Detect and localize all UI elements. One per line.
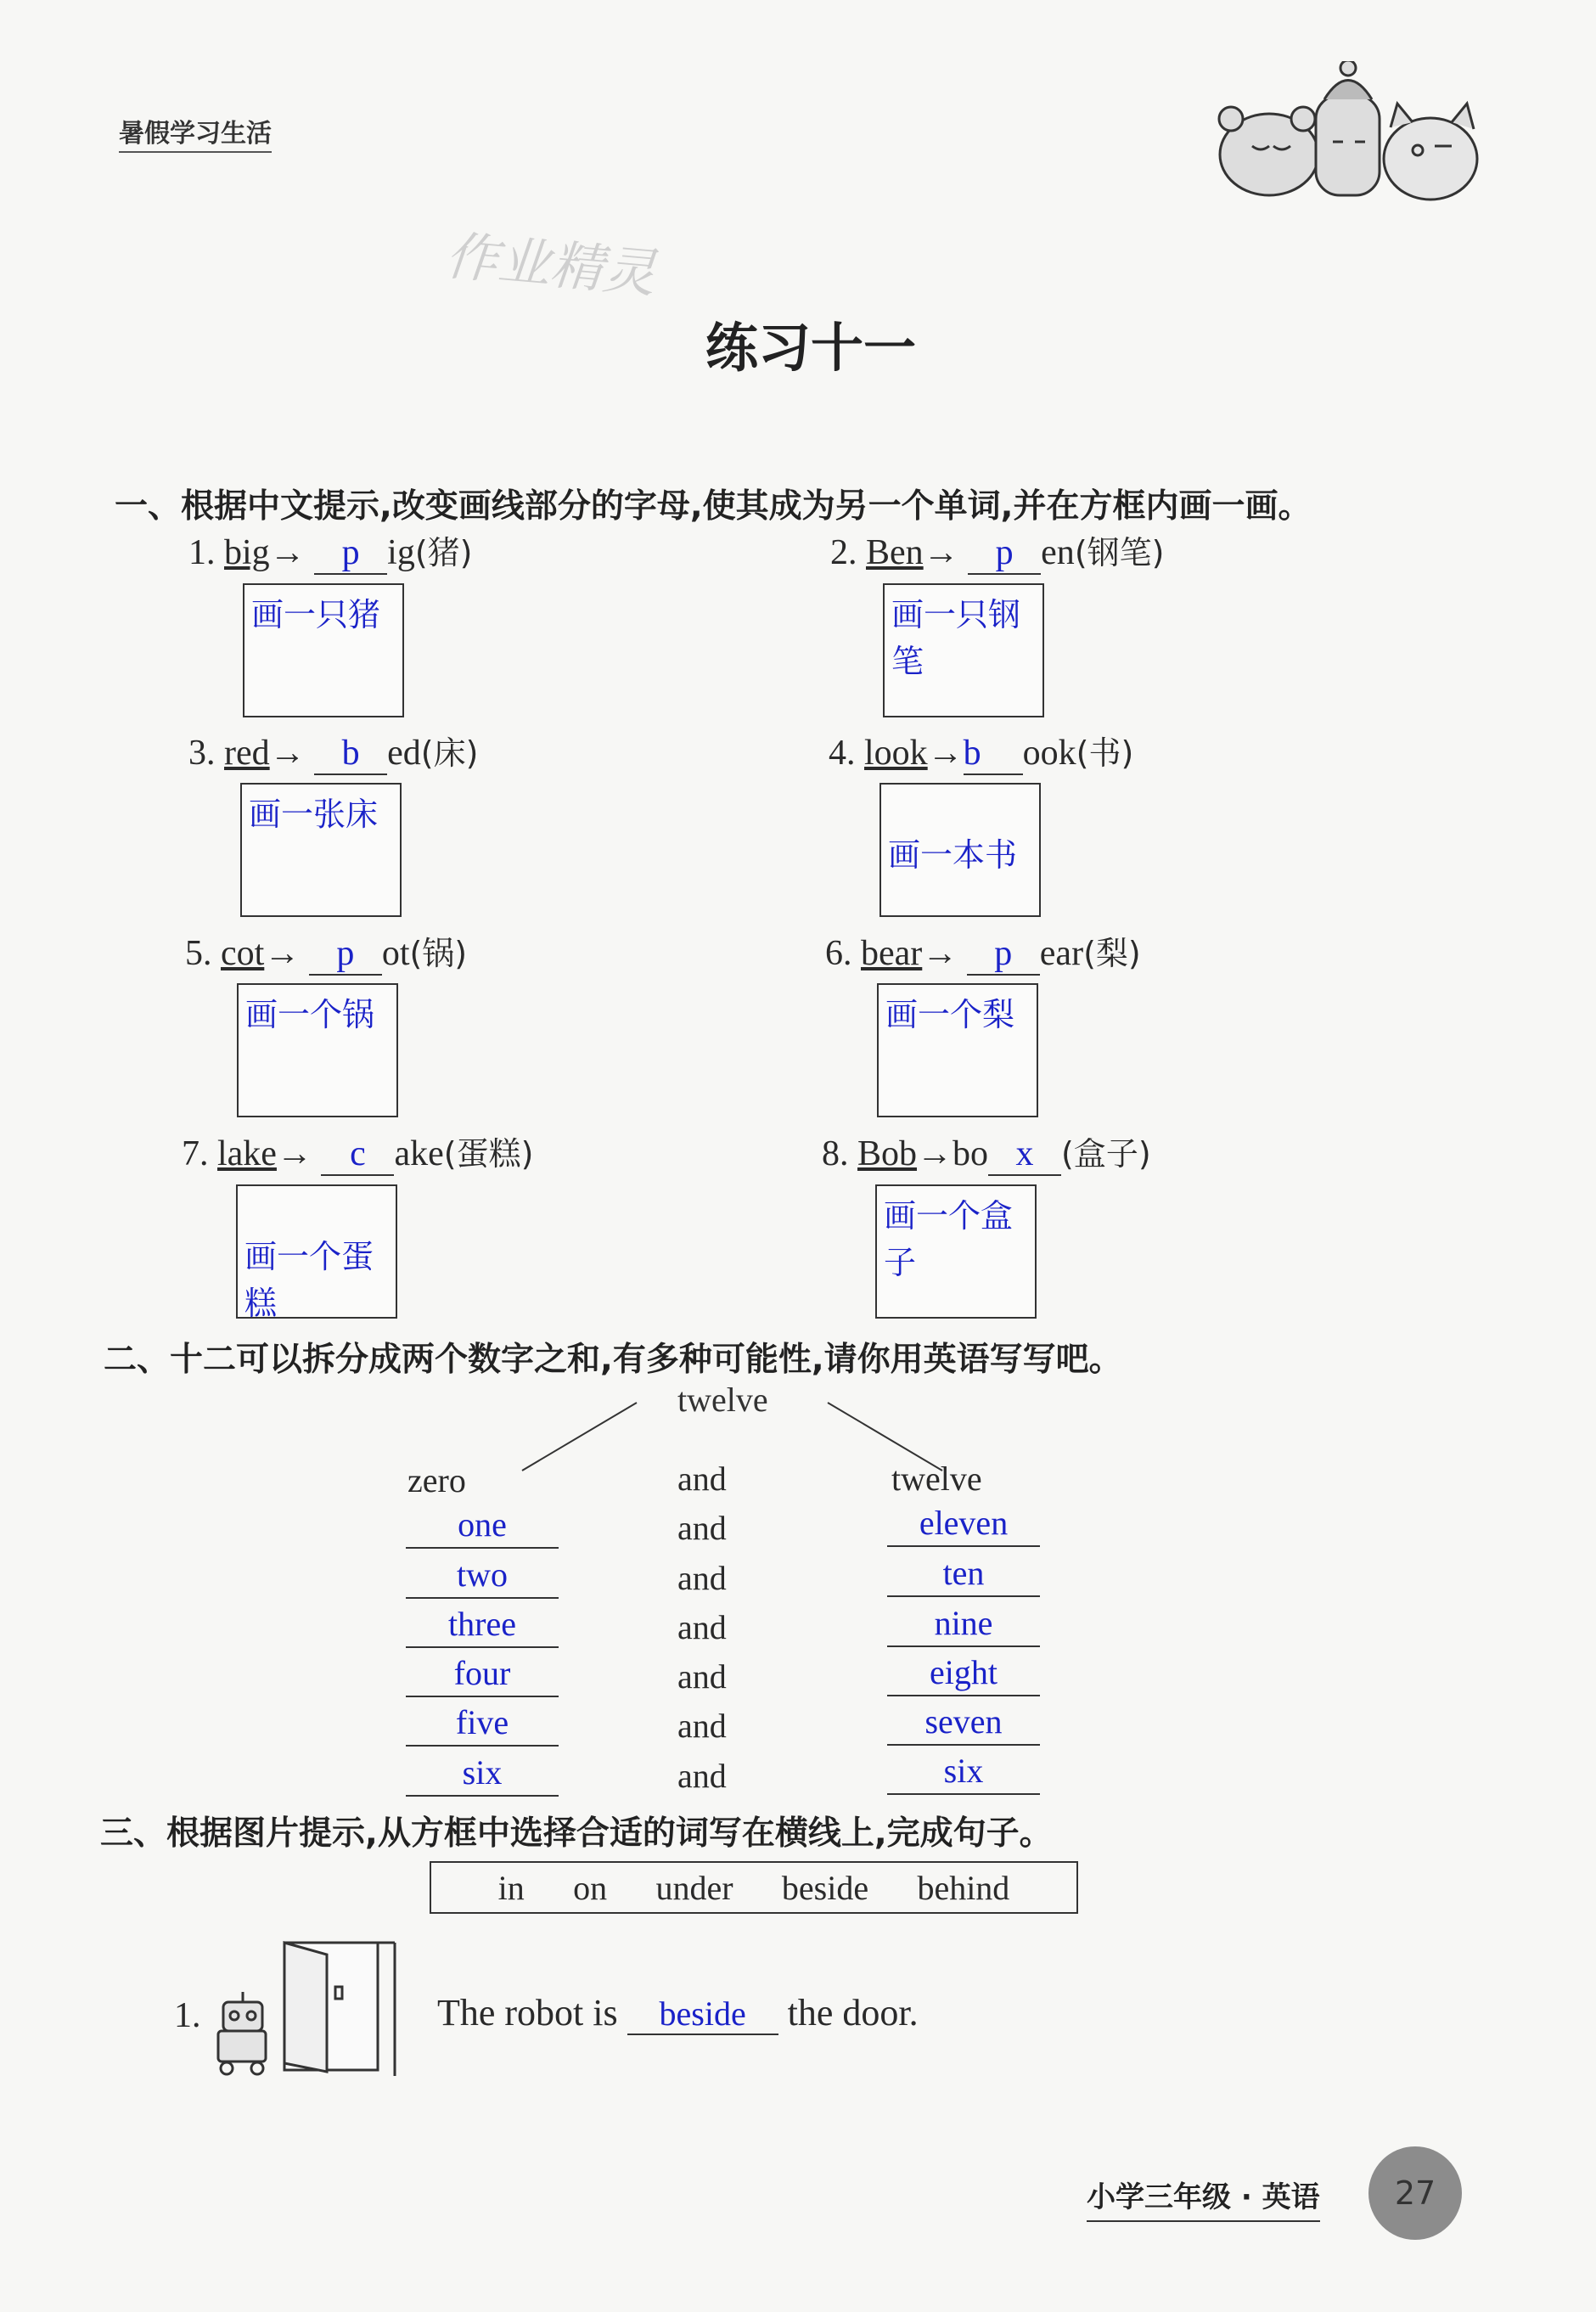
item-word: look xyxy=(864,734,928,773)
item-hint: (蛋糕) xyxy=(443,1135,534,1173)
draw-box-3[interactable] xyxy=(240,783,402,917)
item-num: 6. xyxy=(825,934,852,973)
connector: and xyxy=(677,1608,727,1646)
draw-box-6[interactable] xyxy=(877,983,1038,1117)
tree-branches xyxy=(509,1392,951,1477)
tree-root: twelve xyxy=(677,1381,768,1419)
draw-text: 画一本书 xyxy=(888,836,1018,874)
right-answer-3[interactable]: nine xyxy=(887,1601,1040,1647)
left-answer-1[interactable]: one xyxy=(406,1503,559,1549)
robot-door-illustration xyxy=(208,1936,403,2080)
left-answer-4[interactable]: four xyxy=(406,1651,559,1697)
item-5: 5. cot→ p ot(锅) xyxy=(185,927,467,976)
word-beside: beside xyxy=(781,1868,869,1907)
item-rest: ed xyxy=(387,734,421,773)
item-hint: (钢笔) xyxy=(1074,534,1165,571)
answer-blank[interactable]: c xyxy=(321,1133,394,1176)
draw-text: 画一个盒子 xyxy=(884,1197,1014,1281)
page-title: 练习十一 xyxy=(705,317,916,379)
connector: and xyxy=(677,1657,727,1696)
item-word: Ben xyxy=(866,533,924,572)
book-title: 暑假学习生活 xyxy=(119,112,272,153)
word-bank xyxy=(430,1861,1078,1914)
draw-text: 画一张床 xyxy=(249,796,379,833)
item-word: lake xyxy=(217,1134,277,1173)
answer-blank[interactable]: p xyxy=(309,933,382,976)
right-answer-4[interactable]: eight xyxy=(887,1651,1040,1696)
q1-sentence xyxy=(437,1991,919,2035)
item-word: big xyxy=(224,533,270,572)
item-num: 4. xyxy=(829,734,856,773)
item-hint: (盒子) xyxy=(1061,1135,1151,1173)
cats-illustration xyxy=(1205,61,1494,205)
answer-blank[interactable]: p xyxy=(967,933,1040,976)
item-4: 4. look→b ook(书) xyxy=(829,727,1133,775)
item-6: 6. bear→ p ear(梨) xyxy=(825,927,1141,976)
item-3: 3. red→ b ed(床) xyxy=(188,727,478,775)
item-word: red xyxy=(224,734,270,773)
q1-before: The robot is xyxy=(437,1992,618,2034)
left-answer-2[interactable]: two xyxy=(406,1553,559,1599)
section1-instruction: 一、根据中文提示,改变画线部分的字母,使其成为另一个单词,并在方框内画一画。 xyxy=(115,487,1312,526)
draw-box-1[interactable] xyxy=(243,583,404,717)
connector: and xyxy=(677,1509,727,1547)
section3-instruction: 三、根据图片提示,从方框中选择合适的词写在横线上,完成句子。 xyxy=(100,1814,1053,1853)
item-num: 3. xyxy=(188,734,216,773)
answer-blank[interactable]: x xyxy=(988,1133,1061,1176)
first-left: zero xyxy=(407,1461,466,1499)
item-num: 2. xyxy=(830,533,857,572)
item-hint: (梨) xyxy=(1083,935,1141,972)
left-answer-5[interactable]: five xyxy=(406,1701,559,1747)
draw-box-4[interactable] xyxy=(879,783,1041,917)
q1-num: 1. xyxy=(174,1996,201,2035)
word-under: under xyxy=(655,1868,733,1907)
item-prefix: bo xyxy=(953,1134,989,1173)
draw-text: 画一个蛋糕 xyxy=(244,1238,374,1322)
footer-label: 小学三年级 · 英语 xyxy=(1087,2174,1320,2222)
item-7: 7. lake→ c ake(蛋糕) xyxy=(182,1128,533,1176)
item-8: 8. Bob→bo x (盒子) xyxy=(822,1128,1151,1176)
right-answer-2[interactable]: ten xyxy=(887,1551,1040,1597)
connector: and xyxy=(677,1757,727,1795)
item-2: 2. Ben→ p en(钢笔) xyxy=(830,526,1164,575)
left-answer-3[interactable]: three xyxy=(406,1602,559,1648)
item-rest: ig xyxy=(387,533,415,572)
q1-answer-blank[interactable]: beside xyxy=(627,1994,778,2035)
right-answer-6[interactable]: six xyxy=(887,1749,1040,1795)
item-word: bear xyxy=(861,934,923,973)
draw-text: 画一只猪 xyxy=(251,596,381,633)
item-rest: ot xyxy=(381,934,410,973)
connector: and xyxy=(677,1460,727,1498)
item-rest: ake xyxy=(394,1134,444,1173)
item-hint: (书) xyxy=(1076,734,1134,772)
draw-text: 画一个梨 xyxy=(885,996,1015,1033)
answer-blank[interactable]: p xyxy=(314,532,387,575)
draw-text: 画一个锅 xyxy=(245,996,375,1033)
item-rest: ook xyxy=(1022,734,1076,773)
watermark: 作业精灵 xyxy=(442,224,659,305)
draw-box-2[interactable] xyxy=(883,583,1044,717)
item-rest: en xyxy=(1041,533,1075,572)
item-hint: (锅) xyxy=(409,935,468,972)
item-num: 1. xyxy=(188,533,216,572)
connector: and xyxy=(677,1559,727,1597)
item-num: 8. xyxy=(822,1134,849,1173)
word-behind: behind xyxy=(917,1868,1010,1907)
draw-box-7[interactable] xyxy=(236,1184,397,1322)
right-answer-5[interactable]: seven xyxy=(887,1700,1040,1746)
section2-instruction: 二、十二可以拆分成两个数字之和,有多种可能性,请你用英语写写吧。 xyxy=(104,1341,1122,1379)
item-rest: ear xyxy=(1039,934,1084,973)
word-on: on xyxy=(573,1868,608,1907)
item-num: 5. xyxy=(185,934,212,973)
item-word: Bob xyxy=(857,1134,918,1173)
item-hint: (猪) xyxy=(414,534,473,571)
item-num: 7. xyxy=(182,1134,209,1173)
connector: and xyxy=(677,1707,727,1745)
answer-blank[interactable]: b xyxy=(314,733,387,775)
page-number: 27 xyxy=(1368,2146,1462,2240)
item-hint: (床) xyxy=(420,734,479,772)
draw-box-8[interactable] xyxy=(875,1184,1037,1319)
word-in: in xyxy=(497,1868,525,1907)
right-answer-1[interactable]: eleven xyxy=(887,1501,1040,1547)
answer-blank[interactable]: p xyxy=(968,532,1041,575)
draw-box-5[interactable] xyxy=(237,983,398,1117)
item-word: cot xyxy=(221,934,265,973)
answer-blank[interactable]: b xyxy=(964,733,1023,775)
item-1: 1. big→ p ig(猪) xyxy=(188,526,473,575)
q1-after: the door. xyxy=(787,1992,919,2034)
left-answer-6[interactable]: six xyxy=(406,1751,559,1797)
draw-text: 画一只钢笔 xyxy=(891,596,1021,680)
first-right: twelve xyxy=(891,1460,982,1498)
